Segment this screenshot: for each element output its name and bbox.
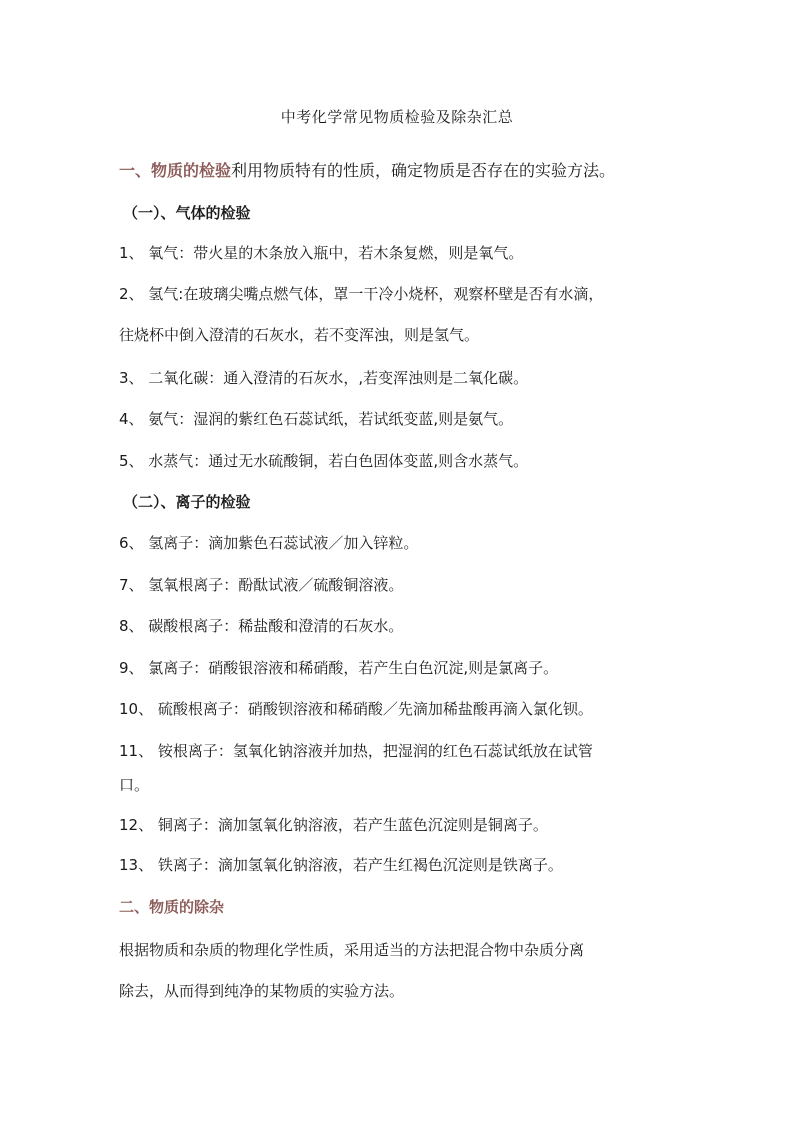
section1-heading — [119, 161, 615, 181]
gas-item-ammonia: 4、 氨气：湿润的紫红色石蕊试纸，若试纸变蓝,则是氨气。 — [119, 410, 514, 428]
gas-subheading: （一）、气体的检验 — [123, 204, 251, 222]
ion-item-hydrogen: 6、 氢离子：滴加紫色石蕊试液／加入锌粒。 — [119, 534, 419, 552]
section1-heading-highlight: 物质的检验 — [151, 161, 232, 180]
section1-heading-prefix: 一、 — [119, 161, 152, 180]
gas-item-water-vapor: 5、 水蒸气：通过无水硫酸铜，若白色固体变蓝,则含水蒸气。 — [119, 452, 529, 470]
ion-item-ammonium: 11、 铵根离子：氢氧化钠溶液并加热，把湿润的红色石蕊试纸放在试管 — [119, 742, 593, 760]
ion-subheading: （二）、离子的检验 — [123, 493, 251, 511]
gas-item-oxygen: 1、 氧气：带火星的木条放入瓶中，若木条复燃，则是氧气。 — [119, 244, 524, 262]
section1-heading-rest: 利用物质特有的性质，确定物质是否存在的实验方法。 — [231, 161, 616, 180]
section2-heading: 二、物质的除杂 — [119, 898, 225, 916]
section2-paragraph-line-1: 根据物质和杂质的物理化学性质，采用适当的方法把混合物中杂质分离 — [119, 941, 585, 959]
section2-paragraph-line-2: 除去，从而得到纯净的某物质的实验方法。 — [119, 982, 405, 1000]
gas-item-hydrogen-cont: 往烧杯中倒入澄清的石灰水，若不变浑浊，则是氢气。 — [119, 326, 480, 344]
ion-item-sulfate: 10、 硫酸根离子：硝酸钡溶液和稀硝酸／先滴加稀盐酸再滴入氯化钡。 — [119, 700, 593, 718]
gas-item-co2: 3、 二氧化碳：通入澄清的石灰水，,若变浑浊则是二氧化碳。 — [119, 369, 529, 387]
ion-item-ammonium-cont: 口。 — [119, 776, 150, 794]
ion-item-carbonate: 8、 碳酸根离子：稀盐酸和澄清的石灰水。 — [119, 617, 404, 635]
ion-item-hydroxide: 7、 氢氧根离子：酚酞试液／硫酸铜溶液。 — [119, 576, 404, 594]
ion-item-chloride: 9、 氯离子：硝酸银溶液和稀硝酸，若产生白色沉淀,则是氯离子。 — [119, 659, 559, 677]
gas-item-hydrogen: 2、 氢气:在玻璃尖嘴点燃气体，罩一干冷小烧杯，观察杯壁是否有水滴， — [119, 285, 604, 303]
document-title: 中考化学常见物质检验及除杂汇总 — [280, 108, 514, 126]
ion-item-copper: 12、 铜离子：滴加氢氧化钠溶液，若产生蓝色沉淀则是铜离子。 — [119, 816, 548, 834]
ion-item-iron: 13、 铁离子：滴加氢氧化钠溶液，若产生红褐色沉淀则是铁离子。 — [119, 856, 563, 874]
